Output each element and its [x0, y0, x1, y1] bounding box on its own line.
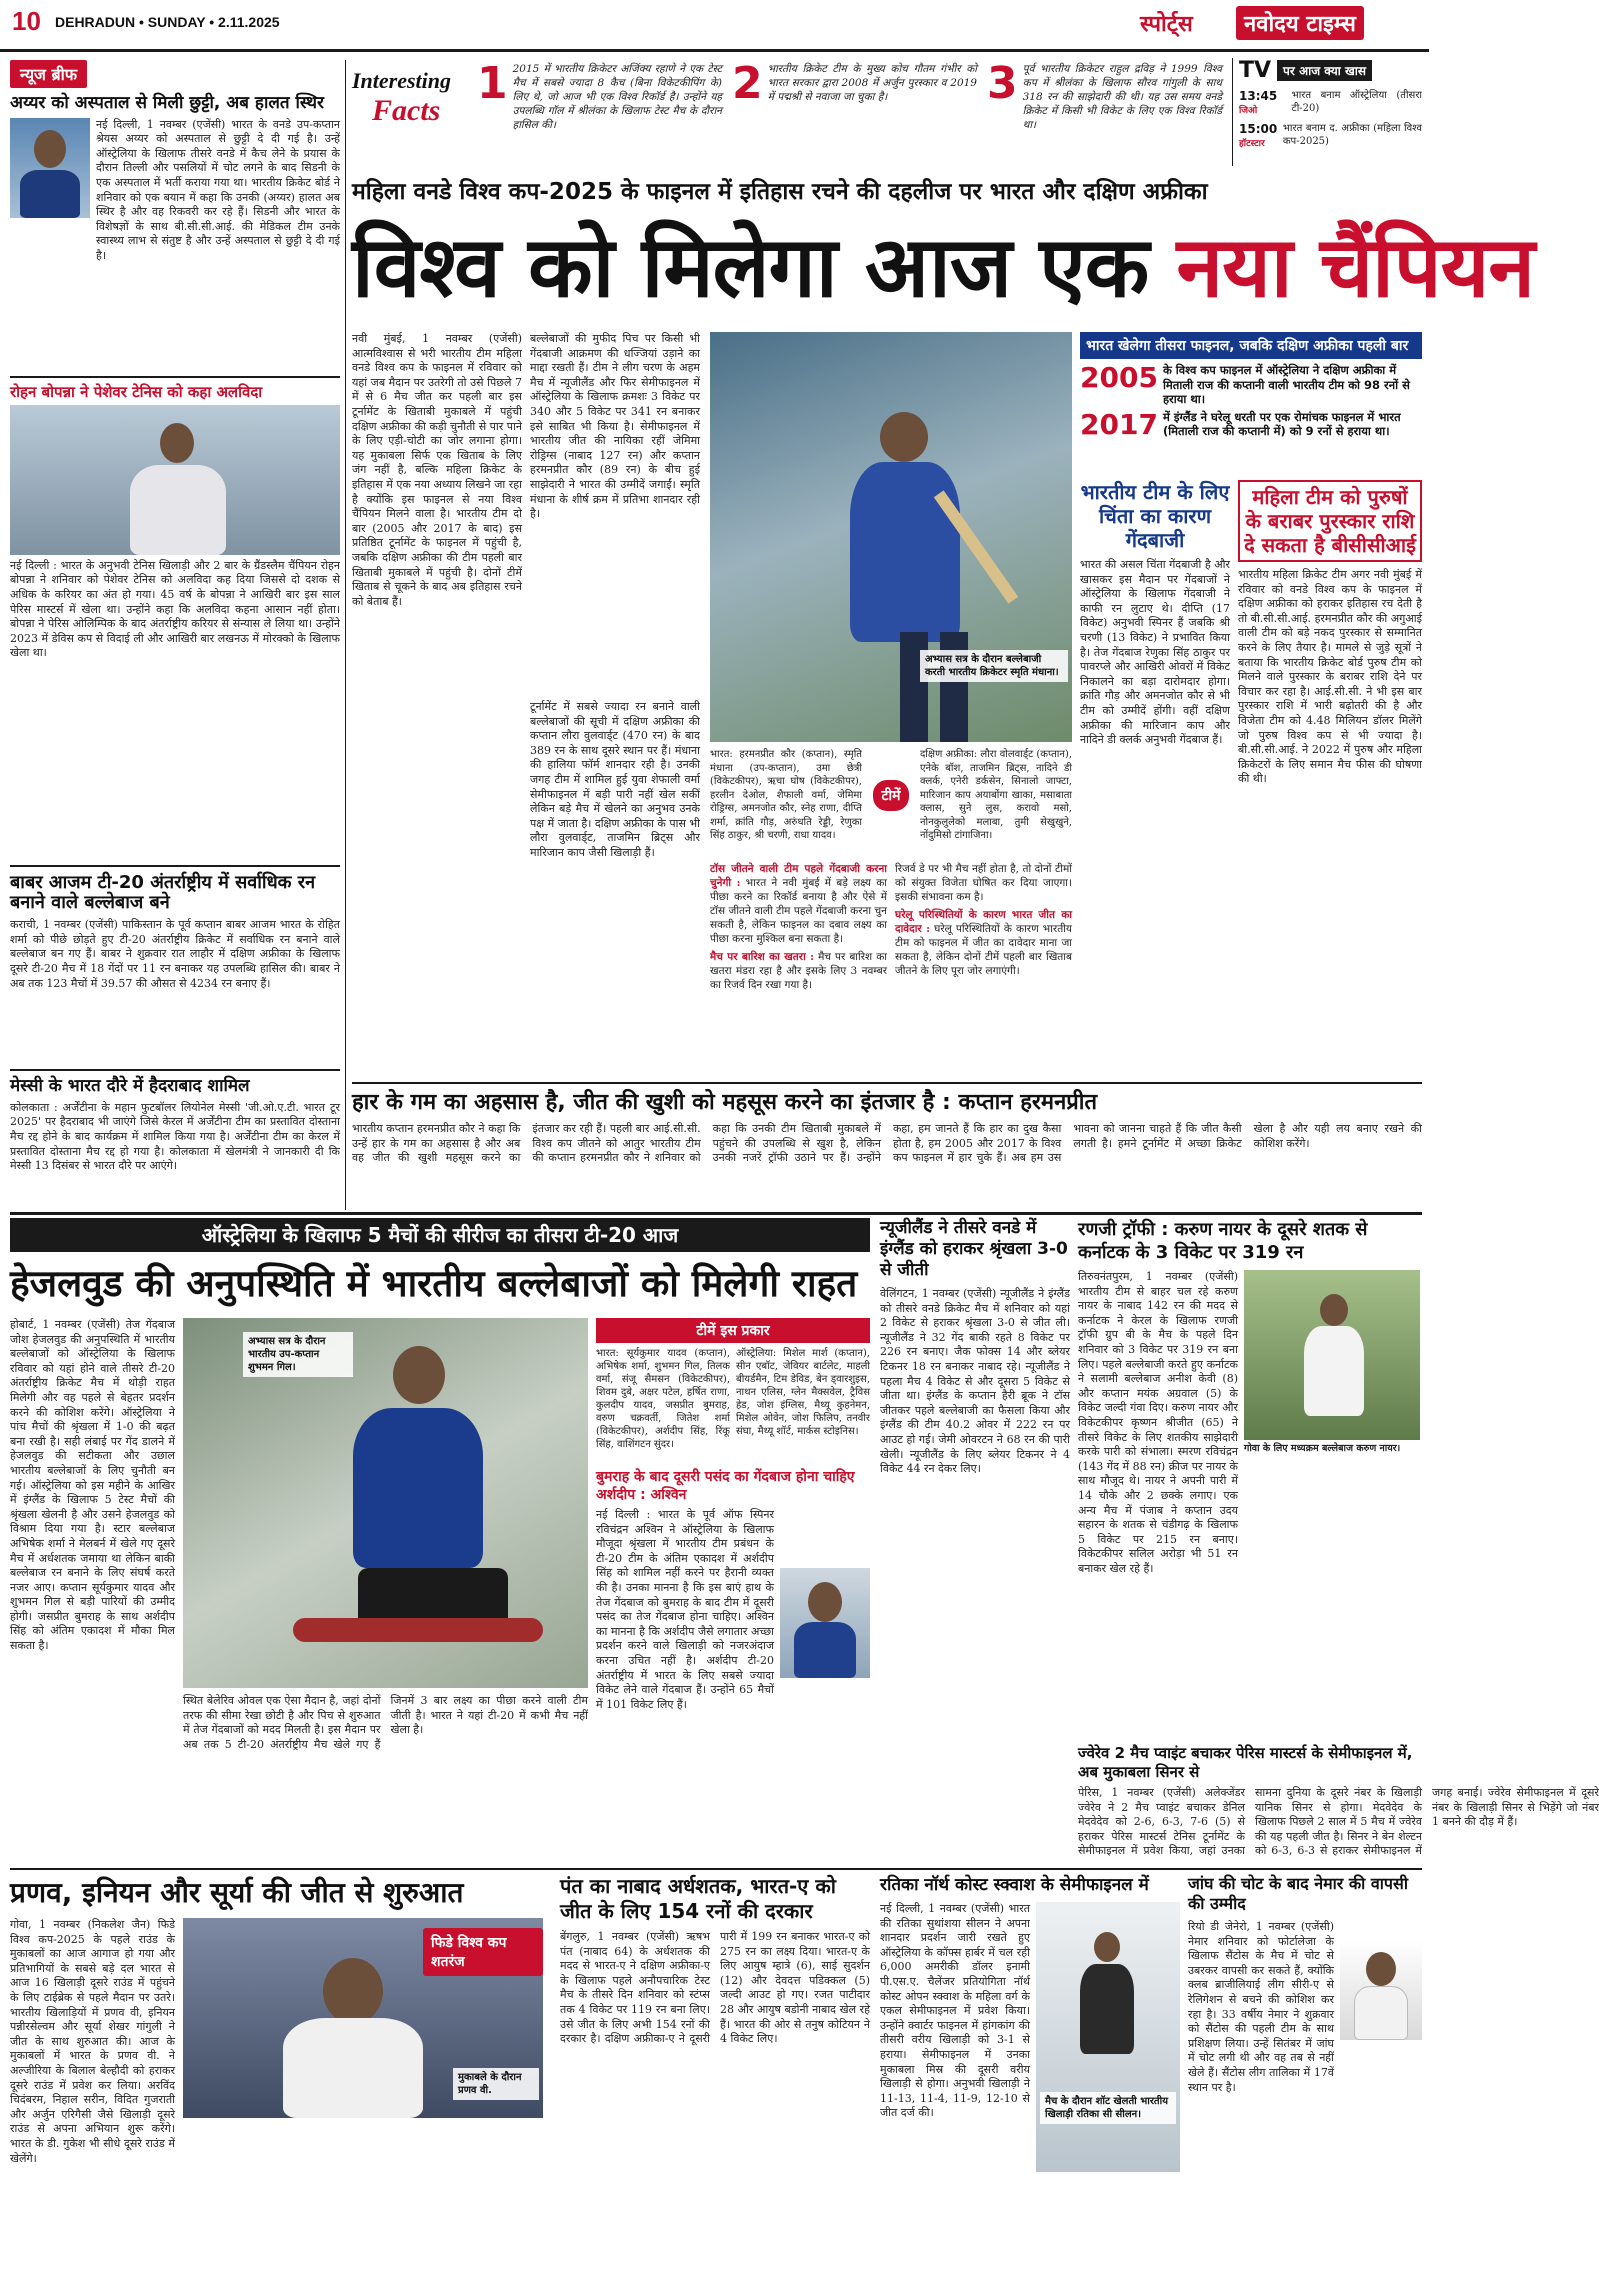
brief-item — [10, 865, 340, 1063]
neymar-headline: जांघ की चोट के बाद नेमार की वापसी की उम्मीद — [1188, 1874, 1408, 1913]
tv-schedule — [1232, 58, 1422, 166]
pay-equity-headline: महिला टीम को पुरुषों के बराबर पुरस्कार राशि दे सकता है बीसीसीआई — [1238, 480, 1422, 562]
t20-teams-label: टीमें इस प्रकार — [596, 1318, 870, 1343]
facts-logo-bottom: Facts — [372, 94, 441, 127]
chess-story — [10, 1874, 550, 2289]
team-india-t20: भारत: सूर्यकुमार यादव (कप्तान), अभिषेक शर्मा, शुभमन गिल, तिलक वर्मा, संजू सैमसन (विकेटकीपर), शिवम दुबे, अक्षर पटेल, हर्षित राणा, कुलदीप यादव, जसप्रीत बुमराह, वरुण चक्रवर्ती, जितेश शर्मा (विकेटकीपर), अर्शदीप सिंह, रिंकू सिंह, वाशिंगटन सुंदर। — [596, 1348, 730, 1450]
ashwin-headline: बुमराह के बाद दूसरी पसंद का गेंदबाज होना चाहिए अर्शदीप : अश्विन — [596, 1469, 855, 1503]
newspaper-logo: नवोदय टाइम्स — [1236, 6, 1364, 40]
reserve-day-note: रिजर्व डे पर भी मैच नहीं होता है, तो दोनों टीमों को संयुक्त विजेता घोषित कर दिया जाएगा। इसकी संभावना कम है। — [895, 863, 1072, 903]
final-2005 — [1080, 363, 1422, 407]
pay-equity-body: भारतीय महिला क्रिकेट टीम अगर नवी मुंबई में रविवार को वनडे विश्व कप के फाइनल में दक्षिण अफ्रीका को हराकर इतिहास रच देती है तो बी.सी.सी.आई. हरमनप्रीत कौर की अगुआई वाली टीम को बड़े नकद पुरस्कार से सम्मानित करने के लिए तैयार है। मामले से जुड़े सूत्रों ने बताया कि भारतीय क्रिकेट बोर्ड पुरुष टीम को मिलने वाले पुरस्कार के बराबर राशि देने पर विचार कर रहा है। आई.सी.सी. ने भी इस बार पुरस्कार राशि में भारी बढ़ोतरी की है और विजेता टीम को 4.48 मिलियन डॉलर मिलेंगे जो पुरुष विश्व कप से भी ज्यादा है। बी.सी.सी.आई. ने 2022 में पुरुष और महिला क्रिकेटरों के लिए समान मैच फीस की घोषणा की थी। — [1238, 568, 1422, 786]
brief-title: अय्यर को अस्पताल से मिली छुट्टी, अब हालत स्थिर — [10, 93, 324, 113]
section-rule — [352, 1082, 1422, 1084]
harman-story — [352, 1088, 1422, 1206]
lead-headline-part-b: नया चैंपियन — [1176, 218, 1534, 316]
final-2017 — [1080, 407, 1422, 441]
squash-headline: रतिका नॉर्थ कोस्ट स्क्वाश के सेमीफाइनल में — [880, 1875, 1149, 1895]
photo-shreyas-iyer — [10, 118, 90, 218]
factor-text: घरेलू परिस्थितियों के कारण भारतीय टीम को फाइनल में जीत का दावेदार माना जा सकता है, लेकिन दोनों टीमें पहली बार खिताब जीतने के लिए पूरा जोर लगाएंगी। — [895, 923, 1072, 977]
photo-rathika — [1036, 1902, 1180, 2172]
t20-headline: हेजलवुड की अनुपस्थिति में भारतीय बल्लेबाजों को मिलेगी राहत — [10, 1262, 858, 1305]
fact-text: 2015 में भारतीय क्रिकेटर अजिंक्य रहाणे ने एक टेस्ट मैच में सबसे ज्यादा 8 कैच (बिना विकेटकीपिंग के) लिए थे, जो आज भी एक विश्व रिकॉर्ड है। उन्होंने यह उपलब्धि गॉल में श्रीलंका के खिलाफ टेस्ट मैच के दौरान हासिल की। — [512, 63, 722, 131]
zverev-body: पेरिस, 1 नवम्बर (एजेंसी) अलेक्जेंडर ज्वेरेव ने 2 मैच प्वाइंट बचाकर डेनिल मेदवेदेव को 2-6, 6-3, 7-6 (5) से हराकर पेरिस मास्टर्स टेनिस टूर्नामेंट के सेमीफाइनल में प्रवेश किया, जहां उनका सामना दुनिया के दूसरे नंबर के खिलाड़ी यानिक सिनर से होगा। मेदवेदेव के खिलाफ पिछले 2 साल में 5 मैच में ज्वेरेव की यह पहली जीत है। सिनर ने बेन शेल्टन को 6-3, 6-3 से हराकर सेमीफाइनल में जगह बनाई। ज्वेरेव सेमीफाइनल में दूसरे नंबर के खिलाड़ी सिनर से भिड़ेंगे जो नंबर 1 बनने की दौड़ में हैं। — [1078, 1786, 1599, 1858]
first-final-box — [1080, 332, 1422, 472]
weather-text: मैच पर बारिश का खतरा मंडरा रहा है और इसके लिए 3 नवम्बर का रिजर्व दिन रखा गया है। — [710, 951, 887, 991]
pay-equity — [1238, 480, 1422, 1077]
lead-body-col2: बल्लेबाजों की मुफीद पिच पर किसी भी गेंदबाजी आक्रमण की धज्जियां उड़ाने का माद्दा रखती हैं। टीम ने लीग चरण के अहम मैच में न्यूजीलैंड और फिर सेमीफाइनल में ऑस्ट्रेलिया के खिलाफ क्रमशः 3 विकेट पर 340 और 5 विकेट पर 341 रन बनाकर इसे साबित भी किया है। सेमीफाइनल में भारतीय जीत की नायिका रहीं जेमिमा रोड्रिग्स (नाबाद 127 रन) और कप्तान हरमनप्रीत कौर (89 रन) के बीच हुई साझेदारी ने भारत की उम्मीदें जगाईं। स्मृति मंधाना के शीर्ष क्रम में प्रतिभा शानदार रही है। — [530, 332, 700, 521]
photo-shubman-gill — [183, 1318, 588, 1688]
news-brief-label: न्यूज ब्रीफ — [10, 60, 87, 88]
photo-caption: गोवा के लिए मध्यक्रम बल्लेबाज करुण नायर। — [1244, 1443, 1401, 1454]
lead-subinfo — [710, 862, 1072, 1077]
tv-label: TV — [1239, 58, 1272, 83]
section-rule — [10, 1868, 1422, 1870]
ashwin-body: नई दिल्ली : भारत के पूर्व ऑफ स्पिनर रविचंद्रन अश्विन ने ऑस्ट्रेलिया के खिलाफ मौजूदा श्रृंखला में भारतीय टीम प्रबंधन के टी-20 टीम के अंतिम एकादश में अर्शदीप सिंह को शामिल नहीं करने पर हैरानी व्यक्त की है। उनका मानना है कि इस बाएं हाथ के तेज गेंदबाज को बुमराह के बाद टीम में दूसरी पसंद का तेज गेंदबाज होना चाहिए। अश्विन का मानना है कि अर्शदीप जैसे लगातार अच्छा प्रदर्शन करने वाले खिलाड़ी को नजरअंदाज करना उचित नहीं है। अर्शदीप टी-20 अंतर्राष्ट्रीय में भारत के लिए सबसे ज्यादा विकेट लेने वाले गेंदबाज हैं। उन्होंने 65 मैचों में 101 विकेट लिए हैं। — [596, 1508, 774, 1711]
brief-title: बाबर आजम टी-20 अंतर्राष्ट्रीय में सर्वाधिक रन बनाने वाले बल्लेबाज बने — [10, 871, 316, 914]
squash-story — [880, 1874, 1180, 2289]
ranji-story — [1078, 1218, 1422, 1738]
home-advantage-note — [895, 908, 1072, 978]
nz-body: वेलिंगटन, 1 नवम्बर (एजेंसी) न्यूजीलैंड ने इंग्लैंड को तीसरे वनडे क्रिकेट मैच में शनिवार को यहां 2 विकेट से हराकर श्रृंखला 3-0 से जीत ली। न्यूजीलैंड ने 32 गेंद बाकी रहते 8 विकेट पर 226 रन बनाए। जैक फोक्स 14 और ब्लेयर टिकनर 18 रन बनाकर नाबाद रहे। न्यूजीलैंड ने पहला मैच 4 विकेट से और दूसरा 5 विकेट से जीता था। इंग्लैंड के कप्तान हैरी ब्रूक ने टॉस जीतकर पहले बल्लेबाजी का फैसला किया और इंग्लैंड की टीम 40.2 ओवर में 222 रन पर आउट हो गई। जेमी ओवरटन ने 68 रन की पारी खेली। न्यूजीलैंड के लिए ब्लेयर टिकनर ने 4 विकेट 44 रन देकर लिए। — [880, 1287, 1070, 1476]
photo-rohan-bopanna — [10, 405, 340, 555]
brief-title: मेस्सी के भारत दौरे में हैदराबाद शामिल — [10, 1076, 250, 1097]
fact-number: 1 — [477, 58, 508, 109]
fact-item — [987, 58, 1222, 162]
pant-headline: पंत का नाबाद अर्धशतक, भारत-ए को जीत के लिए 154 रनों की दरकार — [560, 1874, 836, 1923]
brief-item — [10, 94, 340, 368]
photo-smriti-mandhana — [710, 332, 1072, 742]
section-rule — [10, 1212, 1422, 1215]
brief-body: कोलकाता : अर्जेंटीना के महान फुटबॉलर लियोनेल मेस्सी 'जी.ओ.ए.टी. भारत टूर 2025' पर हैदराबाद भी जाएंगे जिसे केरल में अर्जेंटीना टीम का प्रस्तावित दोस्ताना मैच रद्द होने के बाद कार्यक्रम में शामिल किया गया है। अर्जेंटीना टीम का केरल में प्रस्तावित दोस्ताना मैच रद्द हो गया है। कोलकाता में खेलमंत्री ने जानकारी दी कि मेस्सी 13 दिसंबर से भारत दौरे पर आएंगे। — [10, 1100, 340, 1173]
bowling-worry-body: भारत की असल चिंता गेंदबाजी है और खासकर इस मैदान पर गेंदबाजों ने ऑस्ट्रेलिया के खिलाफ गेंदबाजी ने काफी रन लुटाए थे। दीप्ति (17 विकेट) अनुभवी स्पिनर हैं जबकि श्री चरणी (13 विकेट) ने प्रभावित किया है। तेज गेंदबाज रेणुका सिंह ठाकुर पर पावरप्ले और आखिरी ओवरों में विकेट निकालने का बड़ा दारोमदार होगा। क्रांति गौड़ और अमनजोत कौर से भी टीम को उम्मीदें होंगी। वहीं दक्षिण अफ्रीका की मारिजान काप और नादिने डी क्लर्क अनुभवी गेंदबाज हैं। — [1080, 558, 1230, 747]
photo-neymar — [1340, 1940, 1422, 2040]
photo-ashwin — [780, 1568, 870, 1678]
fact-number: 3 — [987, 58, 1018, 109]
facts-logo-top: Interesting — [352, 68, 452, 93]
weather-note — [710, 950, 887, 992]
teams-label: टीमें — [873, 780, 908, 811]
news-brief-column — [10, 60, 340, 1240]
t20-kicker: ऑस्ट्रेलिया के खिलाफ 5 मैचों की सीरीज का तीसरा टी-20 आज — [10, 1218, 870, 1252]
ashwin-story — [596, 1468, 870, 1818]
tv-channel: जिओ — [1239, 106, 1258, 116]
harman-headline: हार के गम का अहसास है, जीत की खुशी को महसूस करने का इंतजार है : कप्तान हरमनप्रीत — [352, 1090, 1098, 1115]
lead-headline-part-a: विश्व को मिलेगा आज एक — [352, 218, 1149, 316]
brief-body: नई दिल्ली : भारत के अनुभवी टेनिस खिलाड़ी और 2 बार के ग्रैंडस्लैम चैंपियन रोहन बोपन्ना ने शनिवार को पेशेवर टेनिस को अलविदा कह दिया जिससे दो दशक से अधिक के करियर का अंत हो गया। 45 वर्ष के बोपन्ना ने आखिरी बार इस साल पेरिस मास्टर्स में खेला था। उन्होंने कहा कि अलविदा कहना आसान नहीं होता। बोपन्ना ने पेरिस ओलिम्पिक के बाद अंतर्राष्ट्रीय करियर से संन्यास ले लिया था। उन्होंने 2023 में डेविस कप से विदाई ली और आखिरी बार लखनऊ में मोरक्को के खिलाफ खेला था। — [10, 558, 340, 660]
nz-headline: न्यूजीलैंड ने तीसरे वनडे में इंग्लैंड को हराकर श्रृंखला 3-0 से जीती — [880, 1218, 1068, 1280]
neymar-story — [1188, 1874, 1422, 2289]
t20-body-2: स्थित बेलेरिव ओवल एक ऐसा मैदान है, जहां दोनों तरफ की सीमा रेखा छोटी है और पिच से शुरुआत में तेज गेंदबाजों को मदद मिलती है। इस मैदान पर अब तक 5 टी-20 अंतर्राष्ट्रीय मैच खेले गए हैं जिनमें 3 बार लक्ष्य का पीछा करने वाली टीम जीती है। भारत ने यहां टी-20 में कभी मैच नहीं खेला है। — [183, 1694, 588, 1751]
tv-channel: हॉटस्टार — [1239, 139, 1265, 149]
photo-caption: अभ्यास सत्र के दौरान भारतीय उप-कप्तान शुभमन गिल। — [243, 1332, 353, 1377]
ranji-headline: रणजी ट्रॉफी : करुण नायर के दूसरे शतक से कर्नाटक के 3 विकेट पर 319 रन — [1078, 1219, 1368, 1263]
brief-body: कराची, 1 नवम्बर (एजेंसी) पाकिस्तान के पूर्व कप्तान बाबर आजम भारत के रोहित शर्मा को पीछे छोड़ते हुए टी-20 अंतर्राष्ट्रीय क्रिकेट में सर्वाधिक रन बनाने वाले बल्लेबाज बन गए हैं। बाबर ने शुक्रवार रात लाहौर में दक्षिण अफ्रीका के खिलाफ दूसरे टी-20 मैच में 18 गेंदों पर 11 रन बनाकर यह उपलब्धि हासिल की। बाबर ने अब तक 123 मैचों में 39.57 की औसत से 4234 रन बनाए हैं। — [10, 918, 340, 990]
lead-headline — [352, 212, 1534, 324]
page-number: 10 — [12, 6, 41, 36]
toss-title: टॉस जीतने वाली टीम पहले गेंदबाजी करना चुनेगी : — [710, 863, 887, 889]
zverev-headline: ज्वेरेव 2 मैच प्वाइंट बचाकर पेरिस मास्टर्स के सेमीफाइनल में, अब मुकाबला सिनर से — [1078, 1744, 1413, 1781]
chess-tag: फिडे विश्व कप शतरंज — [423, 1928, 543, 1976]
tv-time: 15:00 — [1239, 122, 1278, 136]
fact-number: 2 — [732, 58, 763, 109]
fact-text: पूर्व भारतीय क्रिकेटर राहुल द्रविड़ ने 1999 विश्व कप में श्रीलंका के खिलाफ सौरव गांगुली के साथ 318 रन की साझेदारी की थी। यह उस समय वनडे क्रिकेट में किसी भी विकेट के लिए एक विश्व रिकॉर्ड था। — [1022, 63, 1222, 131]
team-india: भारत: हरमनप्रीत कौर (कप्तान), स्मृति मंधाना (उप-कप्तान), उमा छेत्री (विकेटकीपर), ऋचा घोष (विकेटकीपर), हरलीन देओल, शैफाली वर्मा, जेमिमा रोड्रिग्स, अमनजोत कौर, स्नेह राणा, दीप्ति शर्मा, क्रांति गौड़, अरुंधति रेड्डी, रेणुका सिंह ठाकुर, श्री चरणी, राधा यादव। — [710, 749, 862, 841]
facts-logo — [352, 68, 472, 148]
masthead — [0, 0, 1429, 52]
squash-body: नई दिल्ली, 1 नवम्बर (एजेंसी) भारत की रतिका सुथांशया सीलन ने अपना शानदार प्रदर्शन जारी रखते हुए ऑस्ट्रेलिया के कॉफ्स हार्बर में चल रही 6,000 अमरीकी डॉलर इनामी पी.एस.ए. चैलेंजर प्रतियोगिता नॉर्थ कोस्ट ओपन स्क्वाश के महिला वर्ग के एकल सेमीफाइनल में प्रवेश किया। उन्होंने क्वार्टर फाइनल में हांगकांग की तीसरी वरीय खिलाड़ी को 3-1 से हराया। सेमीफाइनल में उनका मुकाबला मिस्र की दूसरी वरीय खिलाड़ी से होगा। अनुभवी खिलाड़ी ने 11-13, 11-4, 11-9, 12-10 से जीत दर्ज की। — [880, 1902, 1030, 2120]
chess-headline: प्रणव, इनियन और सूर्या की जीत से शुरुआत — [10, 1876, 464, 1909]
toss-text: भारत ने नवी मुंबई में बड़े लक्ष्य का पीछा करने का रिकॉर्ड बनाया है और ऐसे में टॉस जीतने वाली टीम पहले गेंदबाजी करना चुन सकती है, लेकिन फाइनल का दबाव लक्ष्य का पीछा करना मुश्किल बना सकता है। — [710, 877, 887, 945]
photo-pranav-chess — [183, 1918, 543, 2118]
photo-karun-nair — [1244, 1270, 1420, 1440]
tv-sublabel: पर आज क्या खास — [1277, 60, 1372, 81]
tv-time: 13:45 — [1239, 89, 1278, 103]
lead-teams — [710, 748, 1072, 858]
interesting-facts — [352, 58, 1227, 166]
fact-item — [477, 58, 722, 162]
toss-note — [710, 862, 887, 946]
pant-body: बेंगलुरु, 1 नवम्बर (एजेंसी) ऋषभ पंत (नाबाद 64) के अर्धशतक की मदद से भारत-ए ने दक्षिण अफ्रीका-ए के खिलाफ पहले अनौपचारिक टेस्ट मैच के तीसरे दिन शनिवार को स्टंप्स तक 4 विकेट पर 119 रन बना लिए। उसे जीत के लिए अभी 154 रनों की दरकार है। दक्षिण अफ्रीका-ए ने दूसरी पारी में 199 रन बनाकर भारत-ए को 275 रन का लक्ष्य दिया। भारत-ए के लिए आयुष म्हात्रे (6), साई सुदर्शन (12) और देवदत्त पडिक्कल (5) जल्दी आउट हो गए। रजत पाटीदार 28 और आयुष बडोनी नाबाद खेल रहे हैं। भारत की ओर से तनुष कोटियन ने 4 विकेट लिए। — [560, 1930, 870, 2046]
brief-title: रोहन बोपन्ना ने पेशेवर टेनिस को कहा अलविदा — [10, 382, 263, 401]
tv-row — [1239, 89, 1422, 116]
harman-body: भारतीय कप्तान हरमनप्रीत कौर ने कहा कि उन्हें हार के गम का अहसास है और अब वह जीत की खुशी महसूस करने का इंतजार कर रही हैं। पहली बार आई.सी.सी. विश्व कप जीतने को आतुर भारतीय टीम की कप्तान हरमनप्रीत कौर ने शनिवार को कहा कि उनकी टीम खिताबी मुकाबले में पहुंचने की उपलब्धि से खुश है, लेकिन उनकी नजरें ट्रॉफी उठाने पर हैं। उन्होंने कहा, हम जानते हैं कि हार का दुख कैसा होता है, हम 2005 और 2017 के विश्व कप फाइनल में हार चुके हैं। अब हम उस भावना को जानना चाहते हैं कि जीत कैसी लगती है। हमने टूर्नामेंट में अच्छा क्रिकेट खेला है और यही लय बनाए रखने की कोशिश करेंगे। — [352, 1122, 1422, 1165]
edition-line: DEHRADUN • SUNDAY • 2.11.2025 — [55, 14, 280, 30]
brief-body: नई दिल्ली, 1 नवम्बर (एजेंसी) भारत के वनडे उप-कप्तान श्रेयस अय्यर को अस्पताल से छुट्टी दे दी गई है। उन्हें ऑस्ट्रेलिया के खिलाफ तीसरे वनडे में कैच लेने के प्रयास के दौरान तिल्ली और पसलियों में चोट लगने के बाद सिडनी के एक अस्पताल में भर्ती कराया गया था। भारतीय क्रिकेट बोर्ड ने शनिवार को एक बयान में कहा कि उनकी (अय्यर) हालत अब स्थिर है और वह रिकवरी कर रहे हैं। सिडनी और भारत के विशेषज्ञों के साथ बी.सी.सी.आई. की मेडिकल टीम उनके स्वास्थ्य लाभ से संतुष्ट है और उन्हें अस्पताल से छुट्टी दे दी गई है। — [96, 117, 340, 262]
tv-program: भारत बनाम ऑस्ट्रेलिया (तीसरा टी-20) — [1291, 90, 1422, 114]
year-2017: 2017 — [1080, 407, 1158, 441]
t20-body: होबार्ट, 1 नवम्बर (एजेंसी) तेज गेंदबाज जोश हेजलवुड की अनुपस्थिति में भारतीय बल्लेबाजों को ऑस्ट्रेलिया के खिलाफ रविवार को यहां होने वाले तीसरे टी-20 अंतर्राष्ट्रीय क्रिकेट मैच में थोड़ी राहत मिलेगी और वह पहले से बेहतर प्रदर्शन करने की कोशिश करेंगे। ऑस्ट्रेलिया ने पांच मैचों की श्रृंखला में 1-0 की बढ़त बना रखी है। सही लंबाई पर गेंद डालने में हेजलवुड की सटीकता और उछाल भारतीय बल्लेबाजों के लिए चुनौती बन गई। ऑस्ट्रेलिया को इस महीने के आखिर में इंग्लैंड के खिलाफ 5 टेस्ट मैचों की श्रृंखला खेलनी है और उसने हेजलवुड को विश्राम दिया गया है। स्टार बल्लेबाज अभिषेक शर्मा ने मेलबर्न में खेले गए दूसरे मैच में अर्धशतक जमाया था लेकिन बाकी बल्लेबाज रन बनाने के लिए संघर्ष करते नजर आए। कप्तान सूर्यकुमार यादव और शुभमन गिल से बड़ी पारियों की उम्मीद होगी। जसप्रीत बुमराह के साथ अर्शदीप सिंह को अंतिम एकादश में मौका मिल सकता है। — [10, 1318, 175, 1653]
chess-body: गोवा, 1 नवम्बर (निकलेश जैन) फिडे विश्व कप-2025 के पहले राउंड के मुकाबलों का आज आगाज हो गया और प्रतिभागियों के सबसे बड़े दल भारत से आज 16 खिलाड़ी दूसरे राउंड में पहुंचने के लिए टाईब्रेक से पहले मैदान पर उतरे। भारतीय खिलाड़ियों में प्रणव वी, इनियन पन्नीरसेल्वम और सूर्या शेखर गांगुली ने जीत के साथ शुरुआत की। आज के मुकाबलों में भारत के प्रणव वी. ने अल्जीरिया के बिलाल बेल्हौदी को हराकर दूसरे राउंड में प्रवेश कर लिया। अरविंद चिदंबरम, निहाल सरीन, विदित गुजराती और अर्जुन एरिगैसी जैसे खिलाड़ी दूसरे राउंड से अपना अभियान शुरू करेंगे। भारत के डी. गुकेश भी सीधे दूसरे राउंड में खेलेंगे। — [10, 1918, 175, 2165]
lead-kicker: महिला वनडे विश्व कप-2025 के फाइनल में इतिहास रचने की दहलीज पर भारत और दक्षिण अफ्रीका — [352, 179, 1208, 205]
photo-caption: मुकाबले के दौरान प्रणव वी. — [453, 2068, 539, 2100]
fact-text: भारतीय क्रिकेट टीम के मुख्य कोच गौतम गंभीर को भारत सरकार द्वारा 2008 में अर्जुन पुरस्कार व 2019 में पद्मश्री से नवाजा जा चुका है। — [767, 63, 977, 103]
photo-caption: मैच के दौरान शॉट खेलती भारतीय खिलाड़ी रतिका सी सीलन। — [1040, 2092, 1176, 2124]
zverev-story — [1078, 1744, 1599, 1864]
neymar-body: रियो डी जेनेरो, 1 नवम्बर (एजेंसी) नेमार शनिवार को फोर्टालेजा के खिलाफ सैंटोस के मैच में चोट से उबरकर वापसी कर सकते हैं, क्योंकि क्लब ब्राजीलियाई लीग सीरी-ए से रेलिगेशन से बचने की कोशिश कर रहा है। 33 वर्षीय नेमार ने शुक्रवार को सैंटोस की पहली टीम के साथ प्रशिक्षण लिया। उन्हें सितंबर में जांघ में चोट लगी थी और वह तब से नहीं खेले हैं। सैंटोस लीग तालिका में 17वें स्थान पर है। — [1188, 1920, 1334, 2094]
brief-item — [10, 1069, 340, 1221]
t20-teams — [596, 1318, 870, 1463]
lead-body-col3: टूर्नामेंट में सबसे ज्यादा रन बनाने वाली बल्लेबाजों की सूची में दक्षिण अफ्रीका की कप्तान लौरा वुलवार्ड्ट (470 रन) के बाद 389 रन के साथ दूसरे स्थान पर हैं। मंधाना की हालिया फॉर्म शानदार रही है। उनकी जगह टीम में शामिल हुई युवा शेफाली वर्मा सेमीफाइनल में बड़ी पारी नहीं खेल सकीं लेकिन बड़े मैच में खेलने का अनुभव उनके पक्ष में जाता है। दक्षिण अफ्रीका के पास भी लौरा वुलवार्ड्ट, ताजमिन ब्रिट्स और मारिजान काप जैसी खिलाड़ी हैं। — [530, 700, 700, 859]
team-australia-t20: ऑस्ट्रेलिया: मिशेल मार्श (कप्तान), सीन एबॉट, जेवियर बार्टलेट, माहली बीयर्डमैन, टिम डेविड, बेन ड्वारशुइस, नाथन एलिस, ग्लेन मैक्सवेल, ट्रैविस हेड, जोश इंग्लिस, मैथ्यू कुहनेमन, मिशेल ओवेन, जोश फिलिप, तनवीर संघा, मैथ्यू शॉर्ट, मार्कस स्टोइनिस। — [736, 1348, 870, 1437]
tv-row — [1239, 122, 1422, 149]
section-name: स्पोर्ट्स — [1140, 12, 1193, 37]
year-2005: 2005 — [1080, 361, 1158, 394]
bowling-worry — [1080, 480, 1230, 1077]
brief-item — [10, 376, 340, 859]
final-2017-text: में इंग्लैंड ने घरेलू धरती पर एक रोमांचक फाइनल में भारत (मिताली राज की कप्तानी में) को 9 रनों से हराया था। — [1162, 409, 1401, 438]
ranji-body: तिरुवनंतपुरम, 1 नवम्बर (एजेंसी) भारतीय टीम से बाहर चल रहे करुण नायर के नाबाद 142 रन की मदद से कर्नाटक ने केरल के खिलाफ रणजी ट्रॉफी ग्रुप बी के मैच के पहले दिन शनिवार को 3 विकेट पर 319 रन बना लिए। पहले बल्लेबाजी करते हुए कर्नाटक ने सलामी बल्लेबाज अनीश केवी (8) और कप्तान मयंक अग्रवाल (5) के विकेट जल्दी गंवा दिए। करुण नायर और विकेटकीपर कृष्णन श्रीजीत (65) ने तीसरे विकेट के लिए शतकीय साझेदारी करके पारी को संभाला। स्मरण रविचंद्रन (143 गेंद में 88 रन) क्रीज पर नायर के साथ मौजूद थे। नायर ने अपनी पारी में 14 चौके और 2 छक्के लगाए। एक अन्य मैच में पंजाब ने कप्तान उदय सहारन के शतक से चंडीगढ़ के खिलाफ 5 विकेट पर 215 रन बनाए। विकेटकीपर सलिल अरोड़ा भी 51 रन बनाकर खेल रहे हैं। — [1078, 1270, 1238, 1575]
first-final-banner: भारत खेलेगा तीसरा फाइनल, जबकि दक्षिण अफ्रीका पहली बार — [1080, 332, 1422, 359]
lead-body-col1: नवी मुंबई, 1 नवम्बर (एजेंसी) आत्मविश्वास से भरी भारतीय टीम महिला वनडे विश्व कप के फाइनल में रविवार को यहां जब मैदान पर उतरेगी तो उसे पिछले 7 में से 6 मैच जीत कर पहली बार इस टूर्नामेंट के खिताबी मुकाबले में पहुंची दक्षिण अफ्रीका की कड़ी चुनौती से पार पाने के लिए एड़ी-चोटी का जोर लगाना होगा। यह मुकाबला सिर्फ एक खिताब के लिए जंग नहीं है, बल्कि महिला क्रिकेट के इतिहास में एक नया अध्याय लिखने जा रहा है क्योंकि इस फाइनल से नया विश्व चैंपियन मिलने वाला है। भारतीय टीम दो बार (2005 और 2017 के बाद) इस प्रतिष्ठित टूर्नामेंट के फाइनल में पहुंची है, जबकि दक्षिण अफ्रीका की टीम पहली बार खिताबी मुकाबले में पहुंची है। दोनों टीमें खिताब से चूकने के बाद अब इतिहास रचने को बेताब हैं। — [352, 332, 522, 608]
team-south-africa: दक्षिण अफ्रीका: लौरा वोलवार्ड्ट (कप्तान), एनेके बॉश, ताजमिन ब्रिट्स, नादिने डी क्लर्क, एनेरी डर्कसेन, सिनालो जाफ्टा, मारिजान काप अयाबोंगा खाका, मसाबाता क्लास, सुने लुस, करावो मसो, नोनकुलुलेको मलाबा, तुमी सेखुखुने, नोंदुमिसो टांगाजिना। — [920, 749, 1072, 841]
tv-program: भारत बनाम द. अफ्रीका (महिला विश्व कप-2025) — [1282, 123, 1422, 147]
pant-story — [560, 1874, 870, 2289]
factor-title: घरेलू परिस्थितियों के कारण भारत जीत का दावेदार : — [895, 909, 1072, 935]
final-2005-text: के विश्व कप फाइनल में ऑस्ट्रेलिया ने दक्षिण अफ्रीका में मिताली राज की कप्तानी वाली भारतीय टीम को 98 रनों से हराया था। — [1162, 363, 1410, 406]
column-divider — [345, 60, 346, 1210]
photo-caption: अभ्यास सत्र के दौरान बल्लेबाजी करती भारतीय क्रिकेटर स्मृति मंधाना। — [920, 650, 1068, 682]
weather-title: मैच पर बारिश का खतरा : — [710, 951, 815, 963]
fact-item — [732, 58, 977, 162]
bowling-worry-headline: भारतीय टीम के लिए चिंता का कारण गेंदबाजी — [1080, 480, 1230, 552]
